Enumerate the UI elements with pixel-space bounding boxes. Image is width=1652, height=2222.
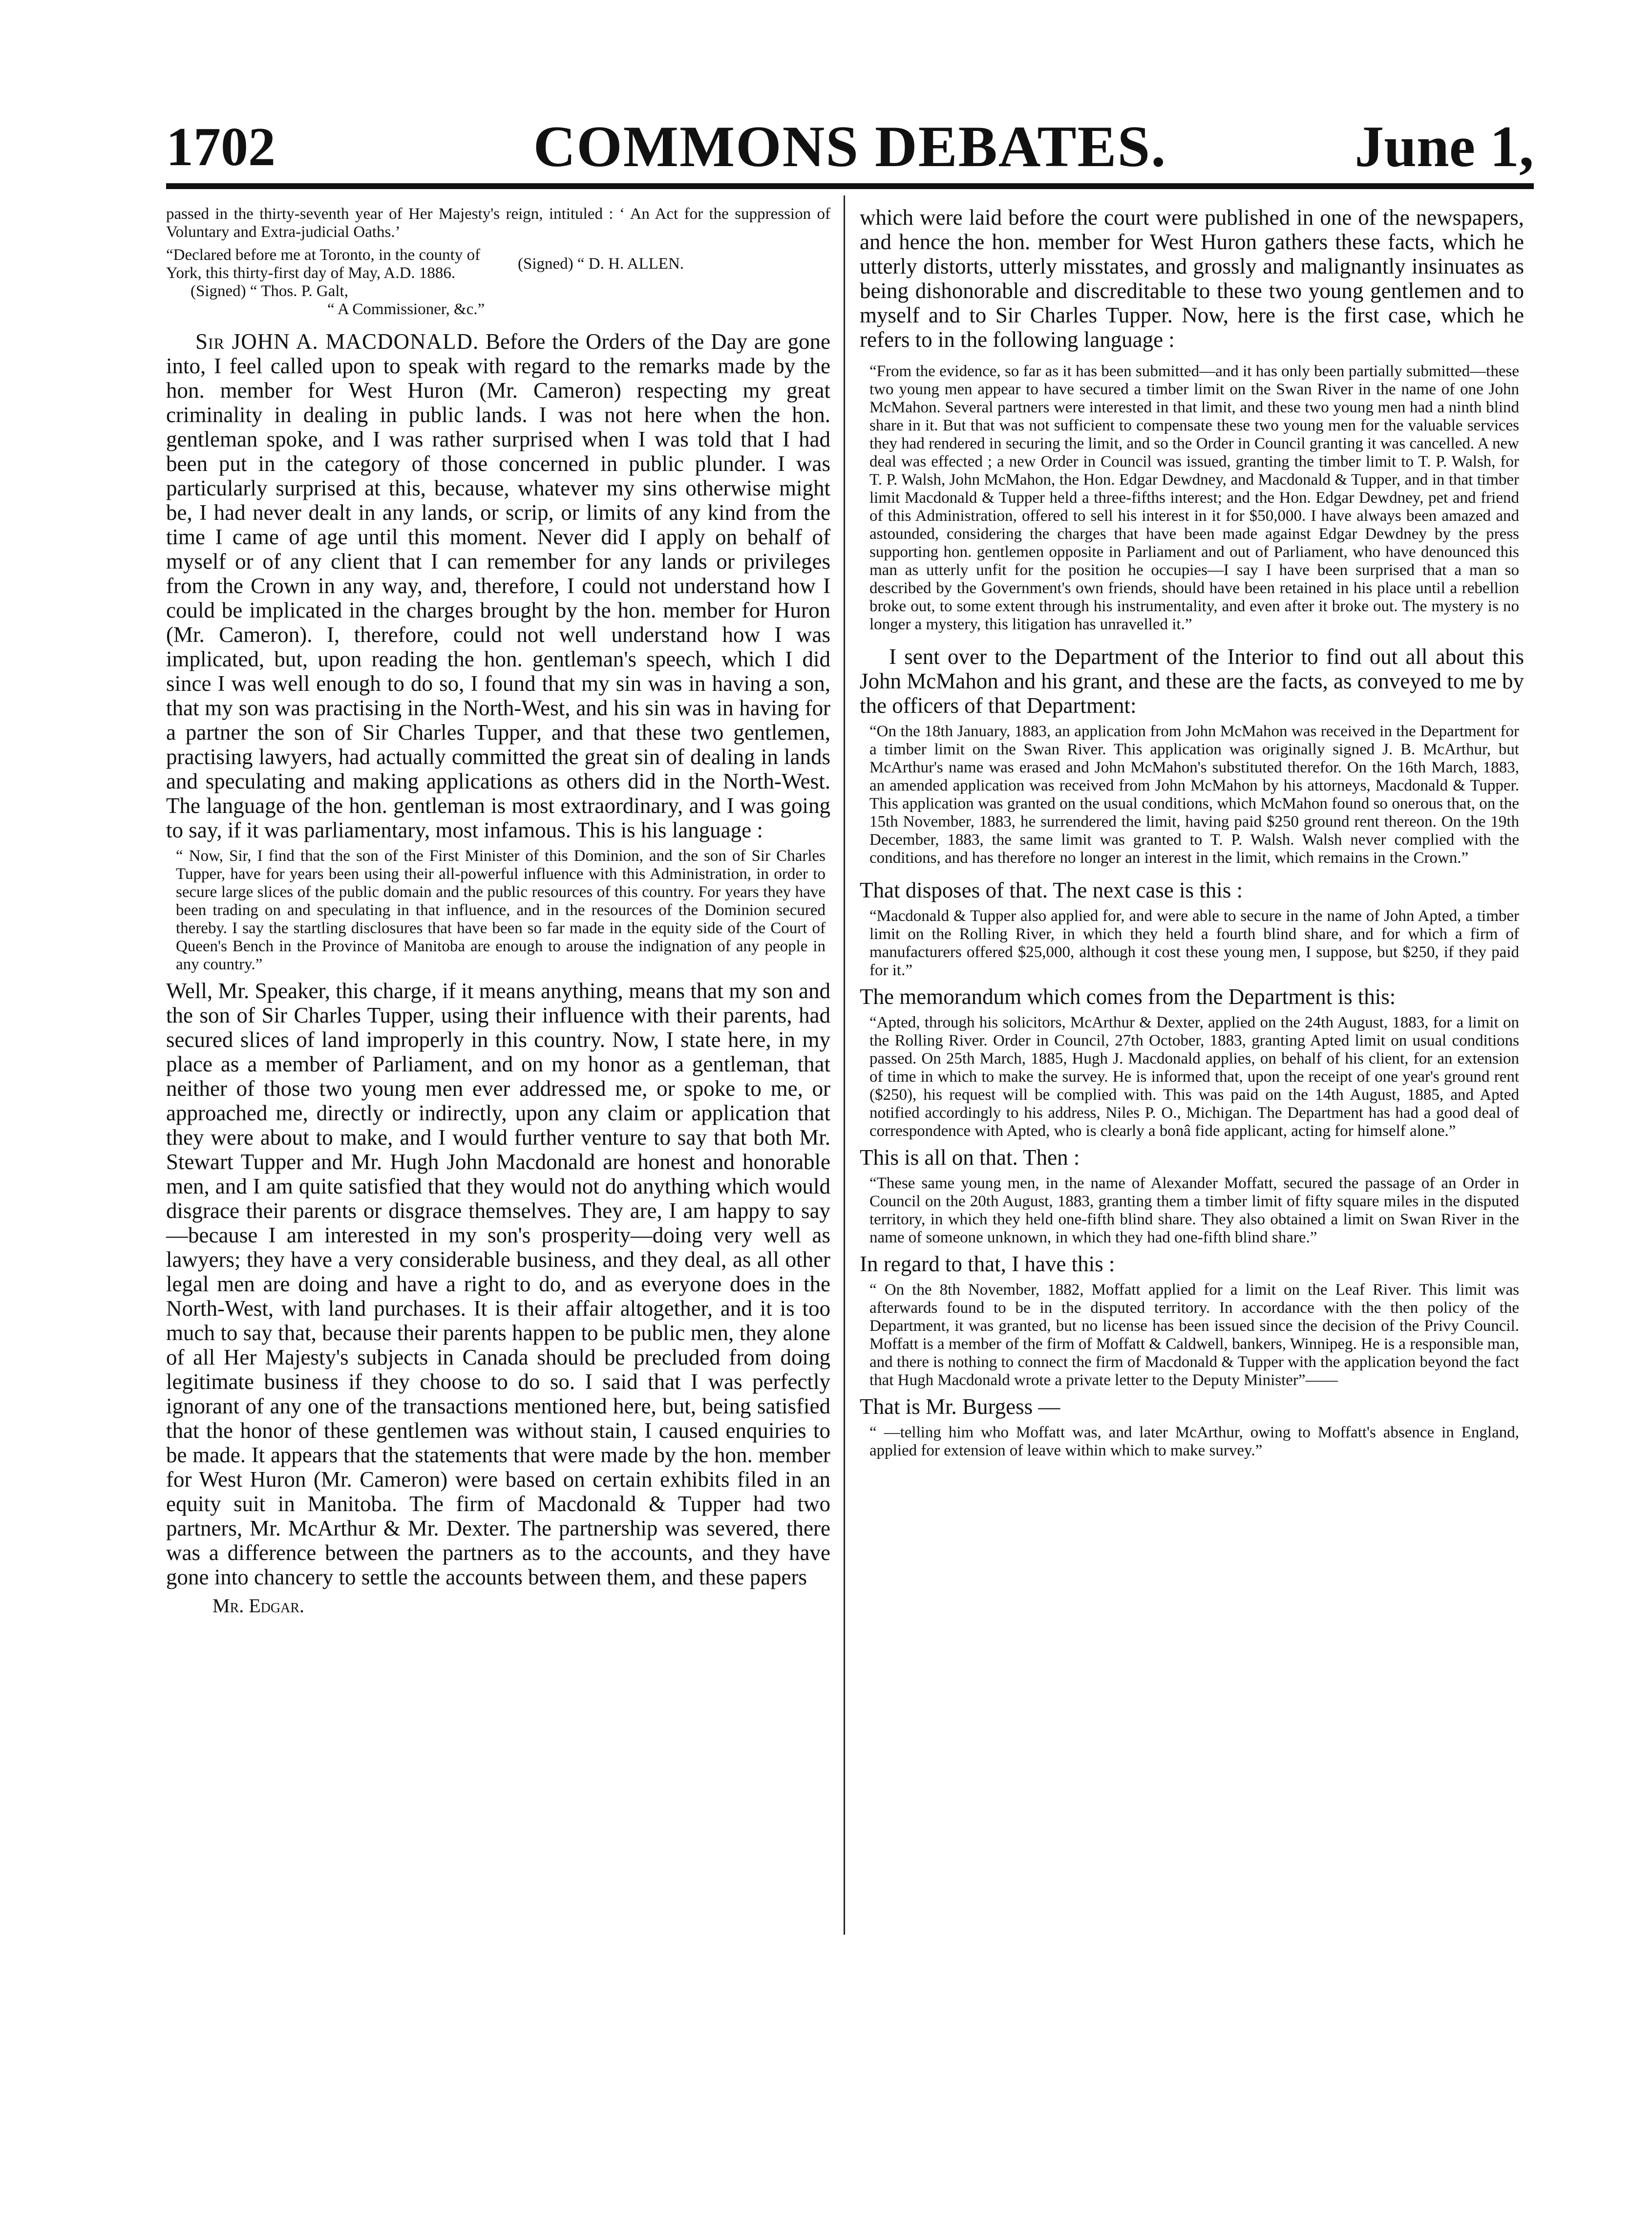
affidavit-declared: “Declared before me at Toronto, in the county of York, this thirty-first day of May, A.D. 1886. [166,246,481,282]
header-date: June 1, [1355,114,1534,179]
quotation-moffatt: “These same young men, in the name of Alexander Moffatt, secured the passage of an Order in Council on the 20th August, 1883, granting them a timber limit of fifty square miles in the disputed territory, in which they held one-fifth blind share. They also obtained a limit on Swan River in the name of someone unknown, in which they had one-fifth blind share.” [869,1175,1519,1246]
burgess-text: That is Mr. Burgess — [860,1394,1060,1419]
memorandum-intro: The memorandum which comes from the Department is this: [860,984,1396,1009]
running-title: COMMONS DEBATES. [533,114,1167,179]
right-column [860,205,1524,1460]
speech-paragraph [166,329,830,842]
quotation-leaf-river: “ On the 8th November, 1882, Moffatt applied for a limit on the Leaf River. This limit was afterwards found to be in the disputed territory. In accordance with the then policy of the Department, it was granted, but no license has been issued since the decision of the Privy Council. Moffatt is a member of the firm of Moffatt & Caldwell, bankers, Winnipeg. He is a responsible man, and there is nothing to connect the firm of Macdonald & Tupper with the application beyond the fact that Hugh Macdonald wrote a private letter to the Deputy Minister”—— [869,1281,1519,1389]
quotation-memorandum: “Apted, through his solicitors, McArthur & Dexter, applied on the 24th August, 1883, for a limit on the Rolling River. Order in Council, 27th October, 1883, granting Apted limit on usual conditions passed. On 25th March, 1885, Hugh J. Macdonald applies, on behalf of his client, for an extension of time in which to make the survey. He is informed that, upon the receipt of one year's ground rent ($250), his request will be complied with. This was paid on the 14th August, 1885, and Apted notified accordingly to his address, Niles P. O., Michigan. The Department has had a good deal of correspondence with Apted, who is clearly a bonâ fide applicant, acting for himself alone.” [869,1014,1519,1140]
in-regard-text: In regard to that, I have this : [860,1252,1115,1276]
department-intro: I sent over to the Department of the Interior to find out all about this John McMahon and his grant, and these are the facts, as conveyed to me by the officers of that Department: [860,644,1524,718]
quotation: “ Now, Sir, I find that the son of the First Minister of this Dominion, and the son of Sir Charles Tupper, have for years been using their all-powerful influence with this Administration, in order to secure large slices of the public domain and the public resources of this country. For years they have been trading on and speculating in that influence, and in the resources of the Dominion secured thereby. I say the startling disclosures that have been so far made in the equity side of the Court of Queen's Bench in the Province of Manitoba are enough to arouse the indignation of any people in any country.” [176,847,826,973]
affidavit-signed-allen: (Signed) “ D. H. ALLEN. [518,255,684,273]
quotation-survey: “ —telling him who Moffatt was, and later McArthur, owing to Moffatt's absence in England, applied for extension of leave within which to make survey.” [869,1424,1519,1459]
quotation-mcmahon: “On the 18th January, 1883, an application from John McMahon was received in the Department for a timber limit on the Swan River. This application was originally signed J. B. McArthur, but McArthur's name was erased and John McMahon's substituted therefor. On the 16th March, 1883, an amended application was received from John McMahon by his attorneys, Macdonald & Tupper. This application was granted on the usual conditions, which McMahon found so onerous that, on the 15th November, 1883, he surrendered the limit, having paid $250 ground rent thereon. On the 19th December, 1883, the same limit was granted to T. P. Walsh. Walsh never complied with the conditions, and has therefore no longer an interest in the limit, which remains in the Crown.” [869,723,1519,867]
quotation-huron: “From the evidence, so far as it has been submitted—and it has only been partially submitted—these two young men appear to have secured a timber limit on the Swan River in the name of one John McMahon. Several partners were interested in that limit, and these two young men had a ninth blind share in it. But that was not sufficient to compensate these two young men for the valuable services they had rendered in securing the limit, and so the Order in Council granting it was cancelled. A new deal was effected ; a new Order in Council was issued, granting the timber limit to T. P. Walsh, for T. P. Walsh, John McMahon, the Hon. Edgar Dewdney, and Macdonald & Tupper, and in that timber limit Macdonald & Tupper held a three-fifths interest; and the Hon. Edgar Dewdney, pet and friend of this Administration, offered to sell his interest in it for $50,000. I have always been amazed and astounded, considering the charges that have been made against Edgar Dewdney by the press supporting hon. gentlemen opposite in Parliament and out of Parliament, who have denounced this man as utterly unfit for the position he occupies—I say I have been surprised that a man so described by the Government's own friends, should have been retained in his place until a rebellion broke out, to some extent through his instrumentality, and even after it broke out. The mystery is no longer a mystery, this litigation has unravelled it.” [869,363,1519,633]
speaker-name: Sir JOHN A. MACDONALD. [195,329,479,354]
affidavit-block [166,246,830,319]
next-speaker-footer: Mr. Edgar. [212,1595,305,1617]
intro-text: passed in the thirty-seventh year of Her Majesty's reign, intituled : ‘ An Act for the suppression of Voluntary and Extra-judicial Oaths.’ [166,205,830,241]
next-case-text: That disposes of that. The next case is this : [860,878,1243,902]
speech-continuation: which were laid before the court were published in one of the newspapers, and hence the hon. member for West Huron gathers these facts, which he utterly distorts, utterly misstates, and grossly and malignantly insinuates as being dishonorable and discreditable to these two young gentlemen and to myself and to Sir Charles Tupper. Now, here is the first case, which he refers to in the following language : [860,205,1524,352]
quotation-apted: “Macdonald & Tupper also applied for, and were able to secure in the name of John Apted, a timber limit on the Rolling River, in which they held a fourth blind share, and for which a firm of manufacturers offered $25,000, although it cost these young men, I suppose, but $250, if they paid for it.” [869,907,1519,979]
affidavit-commissioner: “ A Commissioner, &c.” [327,300,485,318]
column-divider [844,195,845,1935]
speech-paragraph-2: Well, Mr. Speaker, this charge, if it means anything, means that my son and the son of Sir Charles Tupper, using their influence with their parents, had secured slices of land improperly in this country. Now, I state here, in my place as a member of Parliament, and on my honor as a gentleman, that neither of those two young men ever addressed me, or spoke to me, or approached me, directly or indirectly, upon any claim or application that they were about to make, and I would further venture to say that both Mr. Stewart Tupper and Mr. Hugh John Macdonald are honest and honorable men, and I am quite satisfied that they would not do anything which would disgrace their parents or disgrace themselves. They are, I am happy to say—because I am interested in my son's prosperity—doing very well as lawyers; they have a very considerable business, and they deal, as all other legal men are doing and have a right to do, and as everyone does in the North-West, with land purchases. It is their affair altogether, and it is too much to say that, because their parents happen to be public men, they alone of all Her Majesty's subjects in Canada should be precluded from doing legitimate business if they choose to do so. I said that I was perfectly ignorant of any one of the transactions mentioned here, but, being satisfied that the honor of these gentlemen was without stain, I caused enquiries to be made. It appears that the statements that were made by the hon. member for West Huron (Mr. Cameron) were based on certain exhibits filed in an equity suit in Manitoba. The firm of Macdonald & Tupper had two partners, Mr. McArthur & Mr. Dexter. The partnership was severed, there was a difference between the partners as to the accounts, and they have gone into chancery to settle the accounts between them, and these papers [166,979,830,1589]
speech-text: Before the Orders of the Day are gone into, I feel called upon to speak with regard to the remarks made by the hon. member for West Huron (Mr. Cameron) respecting my great criminality in dealing in public lands. I was not here when the hon. gentleman spoke, and I was rather surprised when I was told that I had been put in the category of those concerned in public plunder. I was particularly surprised at this, because, whatever my sins otherwise might be, I had never dealt in any lands, or scrip, or limits of any kind from the time I came of age until this moment. Never did I apply on behalf of myself or of any client that I can remember for any lands or privileges from the Crown in any way, and, therefore, I could not understand how I could be implicated in the charges brought by the hon. member for Huron (Mr. Cameron). I, therefore, could not well understand how I was implicated, but, upon reading the hon. gentleman's speech, which I did since I was well enough to do so, I found that my sin was in having a son, that my son was practising in the North-West, and his sin was in having for a partner the son of Sir Charles Tupper, and that these two gentlemen, practising lawyers, had actually committed the great sin of dealing in lands and speculating and making applications as others did in the North-West. The language of the hon. gentleman is most extraordinary, and I was going to say, if it was parliamentary, most infamous. This is his language : [166,329,830,842]
then-text: This is all on that. Then : [860,1145,1080,1170]
page-number: 1702 [166,117,275,177]
affidavit-signed-galt: (Signed) “ Thos. P. Galt, [191,282,348,300]
header-rule [166,183,1534,189]
page-header [166,85,1534,183]
left-column [166,205,830,1617]
